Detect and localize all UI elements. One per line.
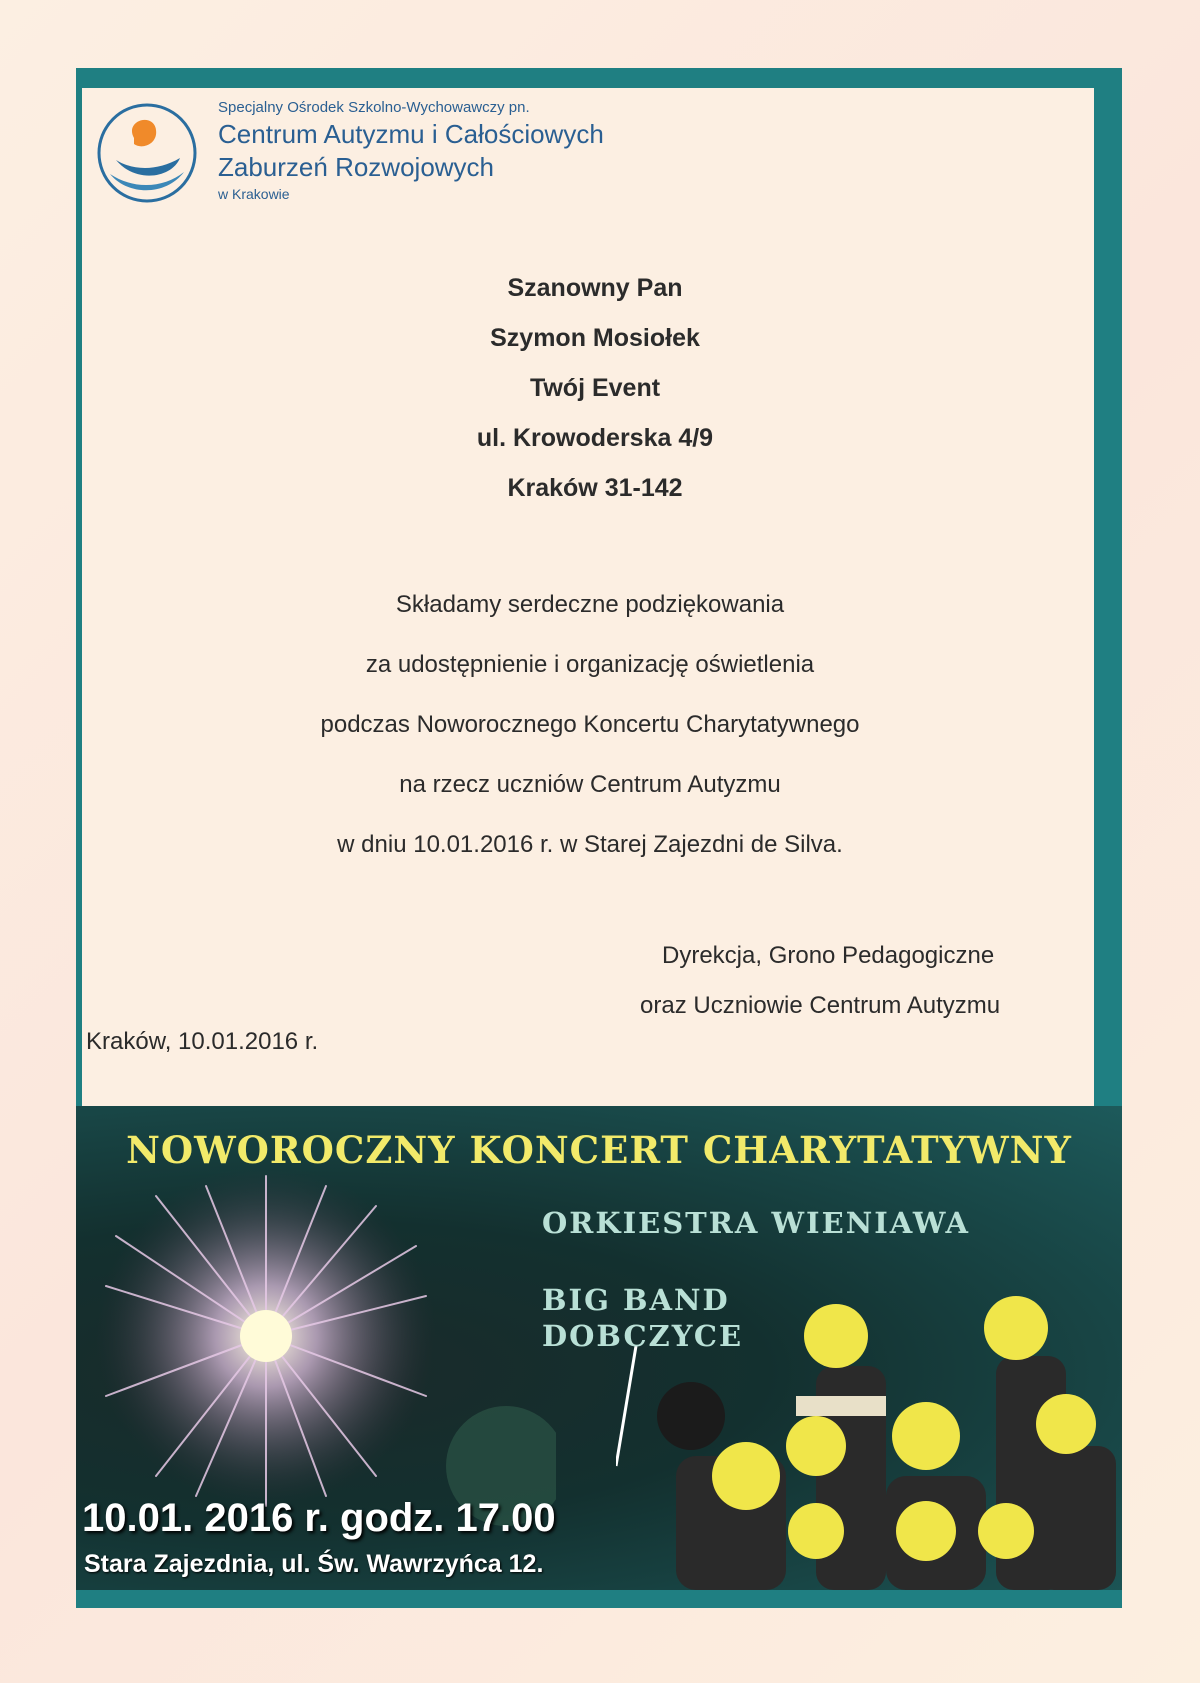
recipient-address	[0, 268, 1190, 518]
organization-name	[218, 98, 604, 204]
bigband-name	[542, 1282, 743, 1354]
letter-text	[0, 585, 1180, 885]
letter-text-line: na rzecz uczniów Centrum Autyzmu	[399, 771, 781, 798]
poster-venue: Stara Zajezdnia, ul. Św. Wawrzyńca 12.	[84, 1550, 544, 1578]
recipient-line: Szanowny Pan	[507, 274, 683, 302]
org-line: w Krakowie	[218, 186, 290, 202]
bigband-line: DOBCZYCE	[542, 1319, 744, 1353]
signature-line: Dyrekcja, Grono Pedagogiczne	[662, 942, 995, 969]
concert-poster	[76, 1106, 1122, 1590]
recipient-line: Szymon Mosiołek	[490, 324, 700, 352]
recipient-line: Kraków 31-142	[507, 474, 683, 502]
recipient-line: ul. Krowoderska 4/9	[476, 424, 714, 452]
signature-block	[640, 936, 1000, 1036]
org-line: Centrum Autyzmu i Całościowych	[218, 119, 604, 149]
letter-text-line: Składamy serdeczne podziękowania	[395, 591, 785, 618]
org-line: Zaburzeń Rozwojowych	[218, 152, 495, 182]
letter-text-line: za udostępnienie i organizację oświetlenia	[365, 651, 815, 678]
signature-line: oraz Uczniowie Centrum Autyzmu	[640, 992, 1001, 1019]
letter-text-line: podczas Noworocznego Koncertu Charytatywnego	[320, 711, 860, 738]
orchestra-name: ORKIESTRA WIENIAWA	[542, 1206, 971, 1240]
letter-text-line: w dniu 10.01.2016 r. w Starej Zajezdni de Silva.	[337, 831, 843, 858]
place-date: Kraków, 10.01.2016 r.	[86, 1028, 319, 1055]
bigband-line: BIG BAND	[542, 1283, 730, 1317]
recipient-line: Twój Event	[529, 374, 661, 402]
poster-date-time: 10.01. 2016 r. godz. 17.00	[82, 1496, 556, 1540]
organization-logo-icon	[94, 100, 200, 206]
org-line: Specjalny Ośrodek Szkolno-Wychowawczy pn.	[218, 99, 530, 116]
poster-title: NOWOROCZNY KONCERT CHARYTATYWNY	[126, 1128, 1072, 1172]
